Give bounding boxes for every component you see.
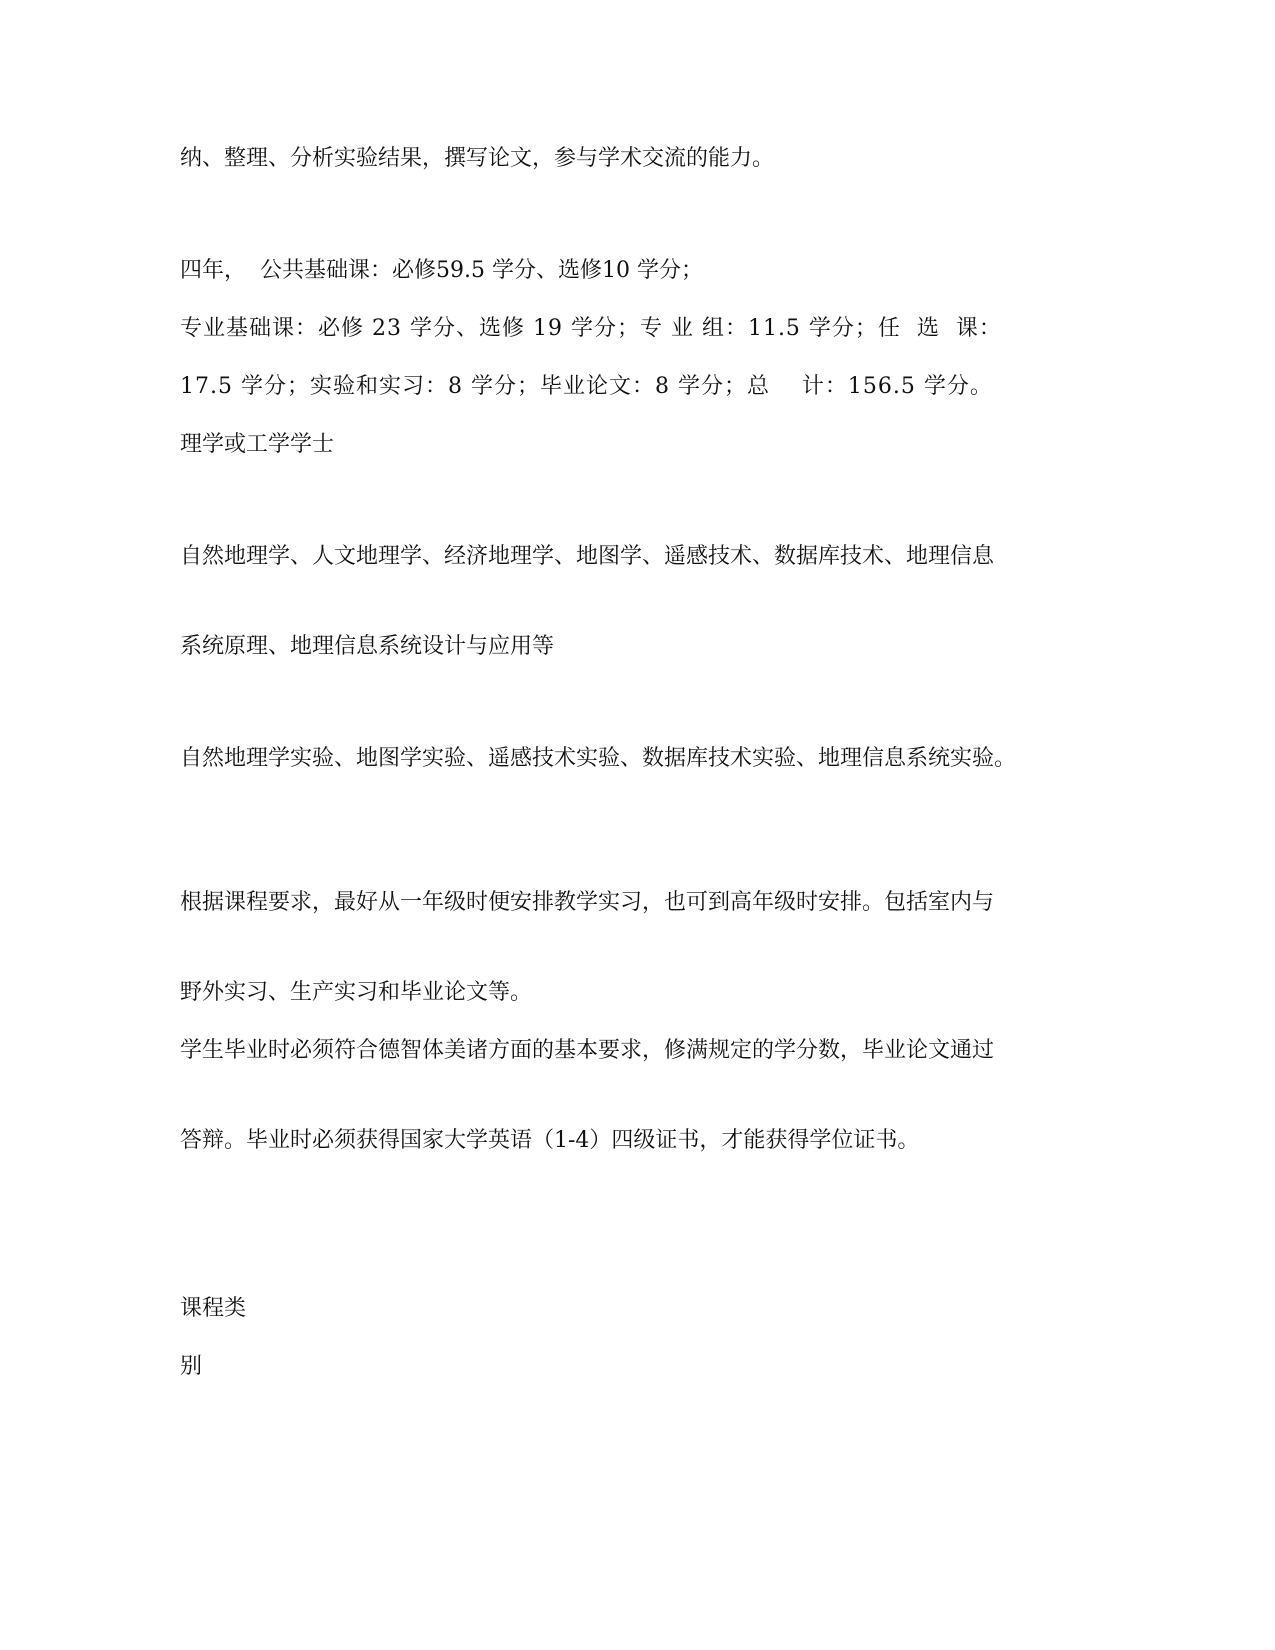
paragraph-main-courses: 自然地理学、人文地理学、经济地理学、地图学、遥感技术、数据库技术、地理信息	[180, 544, 995, 569]
table-heading-course-category: 课程类	[180, 1296, 247, 1321]
paragraph-practice: 根据课程要求，最好从一年级时便安排教学实习，也可到高年级时安排。包括室内与	[180, 890, 995, 915]
paragraph-degree: 理学或工学学士	[180, 432, 335, 457]
paragraph-certificate-requirements: 答辩。毕业时必须获得国家大学英语（1-4）四级证书，才能获得学位证书。	[180, 1128, 920, 1153]
paragraph-graduation-requirements: 学生毕业时必须符合德智体美诸方面的基本要求，修满规定的学分数，毕业论文通过	[180, 1038, 995, 1063]
paragraph-experiments: 自然地理学实验、地图学实验、遥感技术实验、数据库技术实验、地理信息系统实验。	[180, 746, 1017, 771]
table-heading-course-category-continued: 别	[180, 1354, 203, 1379]
paragraph-main-courses-continued: 系统原理、地理信息系统设计与应用等	[180, 634, 555, 659]
paragraph-training-ability: 纳、整理、分析实验结果，撰写论文，参与学术交流的能力。	[180, 146, 775, 171]
paragraph-duration-credits: 四年， 公共基础课：必修59.5 学分、选修10 学分；	[180, 258, 703, 283]
paragraph-major-credits: 专业基础课：必修 23 学分、选修 19 学分；专 业 组：11.5 学分；任 选 课：	[180, 316, 1002, 341]
paragraph-practice-continued: 野外实习、生产实习和毕业论文等。	[180, 980, 533, 1005]
paragraph-total-credits: 17.5 学分；实验和实习：8 学分；毕业论文：8 学分；总 计：156.5 学分。	[180, 374, 993, 399]
